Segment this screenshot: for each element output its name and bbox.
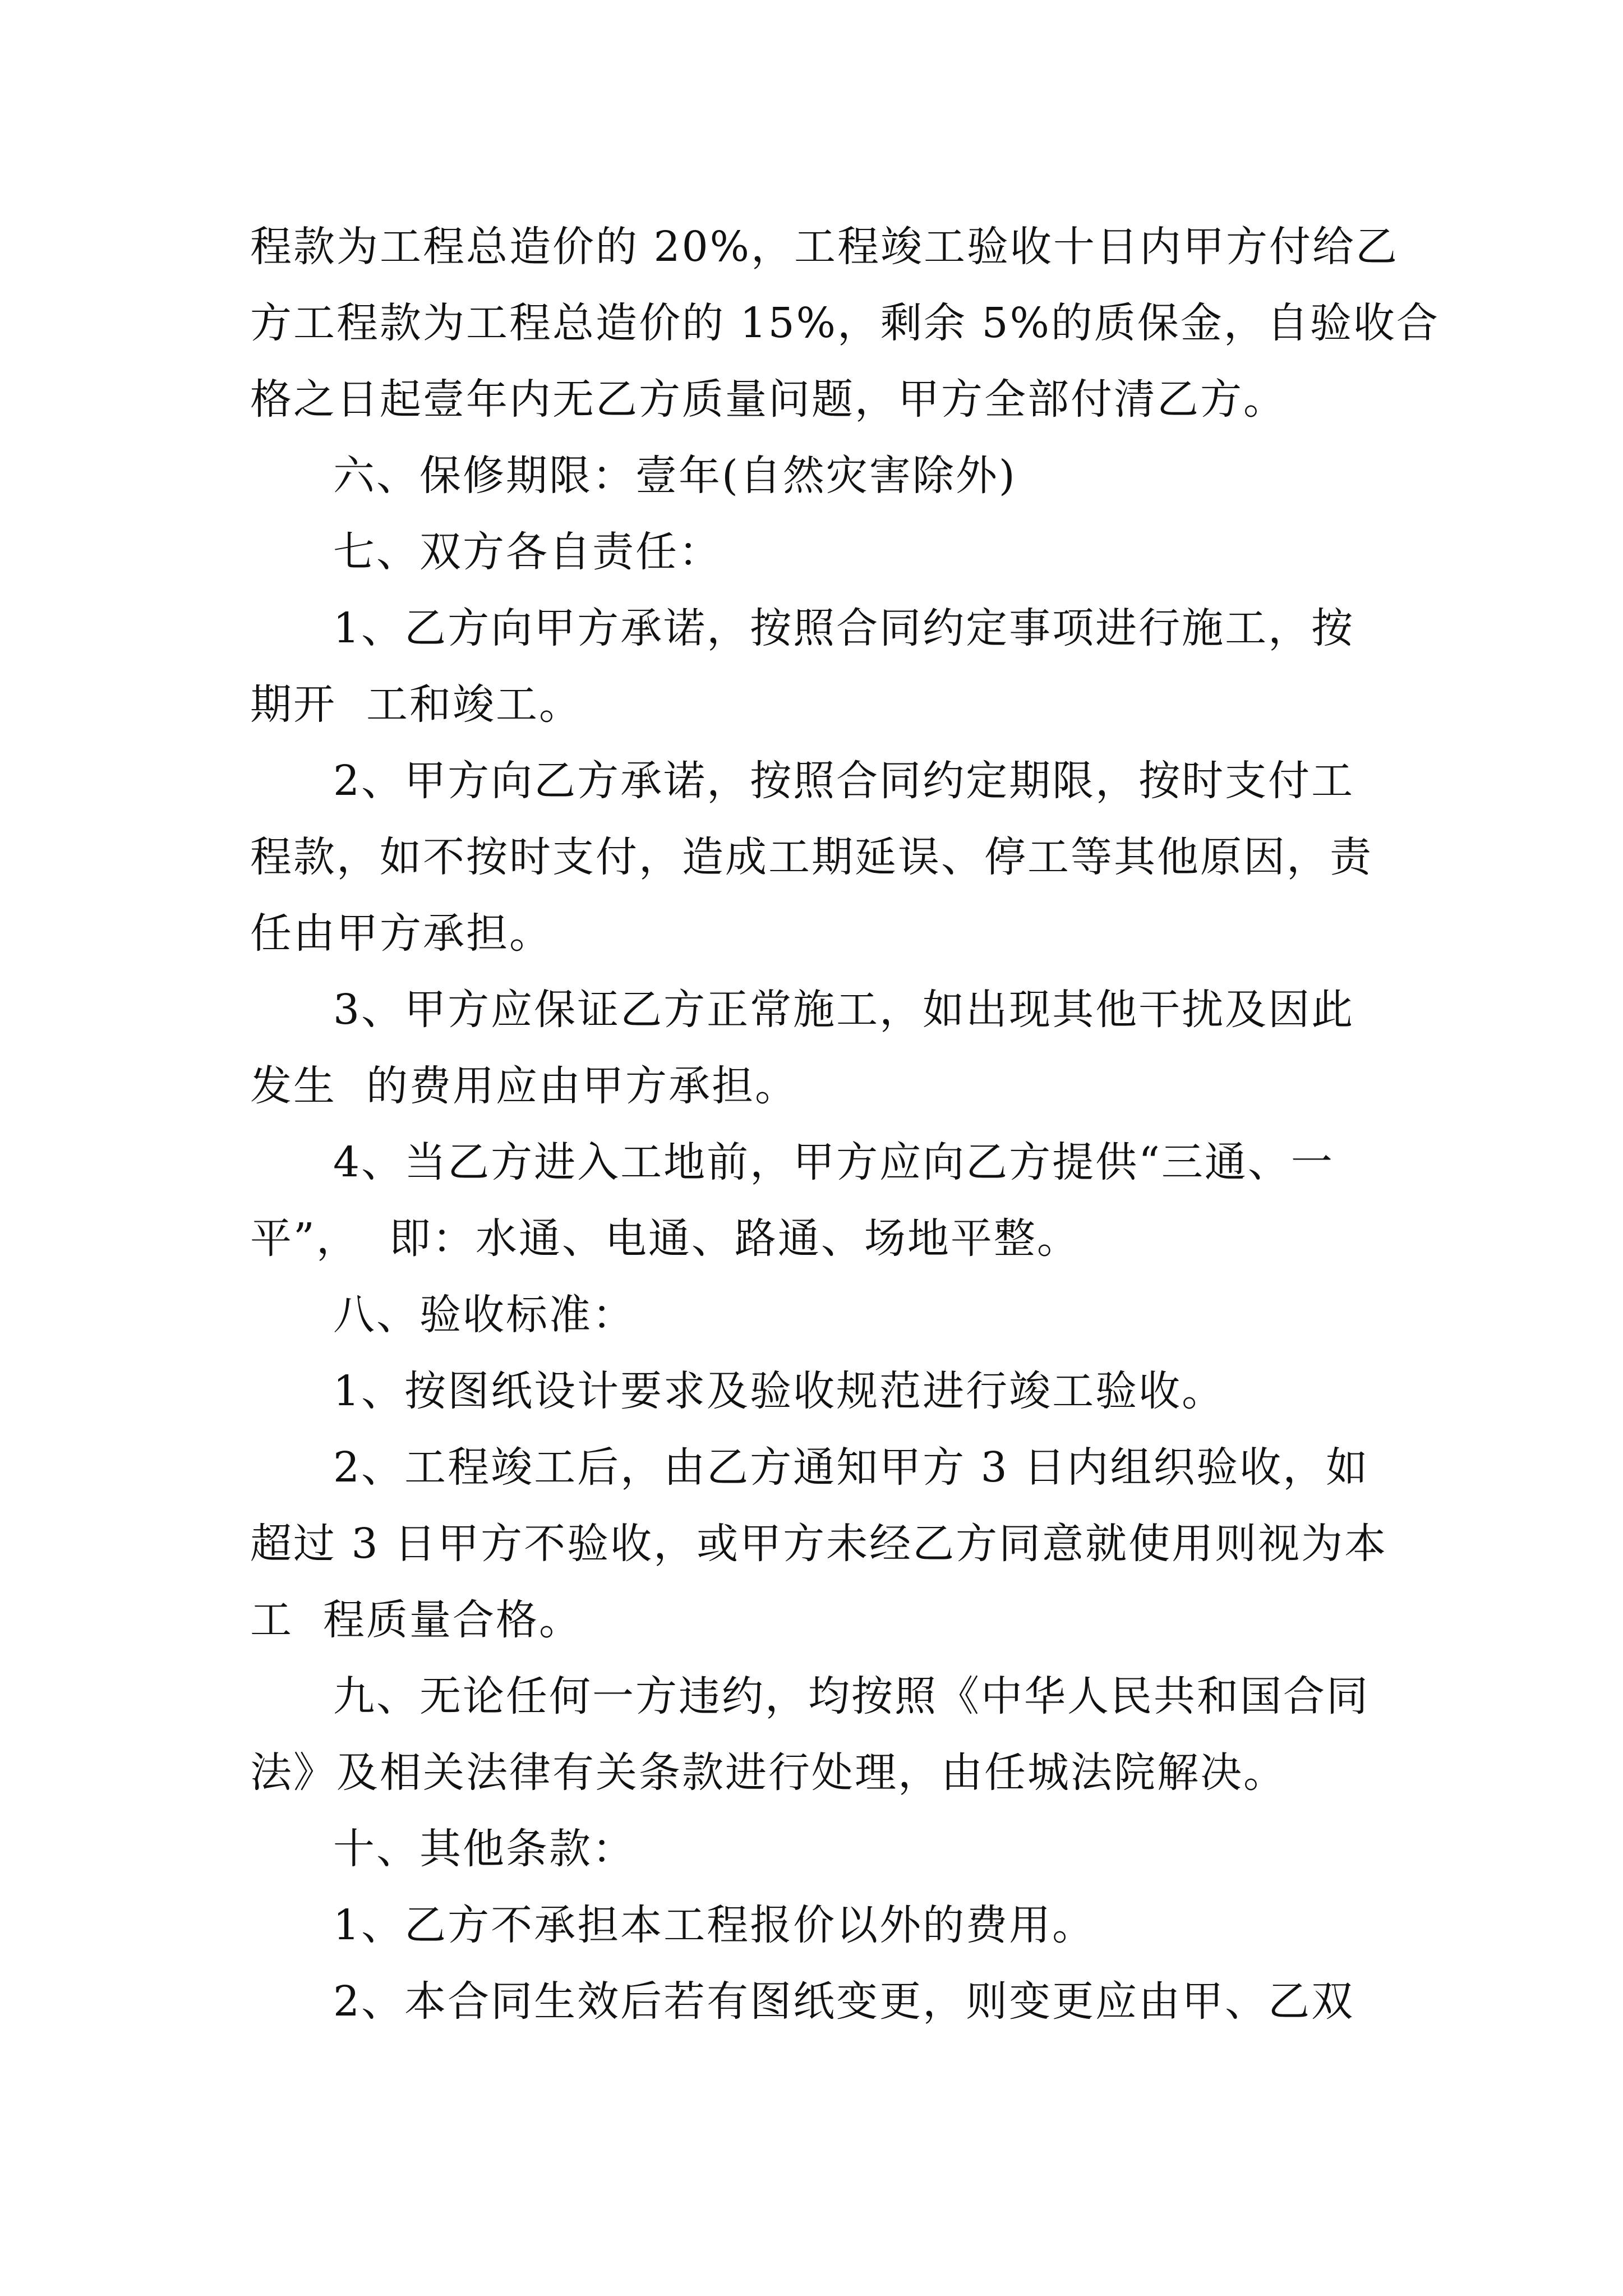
text-line: 3、甲方应保证乙方正常施工，如出现其他干扰及因此 <box>333 986 1355 1034</box>
text-line: 2、本合同生效后若有图纸变更，则变更应由甲、乙双 <box>333 1977 1355 2026</box>
section-heading-7: 七、双方各自责任： <box>333 528 722 576</box>
text-line: 1、乙方向甲方承诺，按照合同约定事项进行施工，按 <box>333 604 1355 652</box>
text-line: 2、甲方向乙方承诺，按照合同约定期限，按时支付工 <box>333 757 1355 805</box>
text-line: 方工程款为工程总造价的 15%，剩余 5%的质保金，自验收合 <box>250 299 1440 347</box>
section-heading-9: 九、无论任何一方违约，均按照《中华人民共和国合同 <box>333 1672 1370 1720</box>
section-heading-8: 八、验收标准： <box>333 1291 635 1339</box>
text-line: 任由甲方承担。 <box>250 909 552 958</box>
text-line: 4、当乙方进入工地前，甲方应向乙方提供“三通、一 <box>333 1138 1334 1186</box>
text-line: 1、按图纸设计要求及验收规范进行竣工验收。 <box>333 1367 1225 1415</box>
section-heading-10: 十、其他条款： <box>333 1825 635 1873</box>
text-line: 法》及相关法律有关条款进行处理，由任城法院解决。 <box>250 1749 1287 1797</box>
text-line: 程款，如不按时支付，造成工期延误、停工等其他原因，责 <box>250 833 1373 881</box>
document-body <box>250 209 1440 2040</box>
text-line: 程款为工程总造价的 20%，工程竣工验收十日内甲方付给乙 <box>250 223 1399 271</box>
section-heading-6: 六、保修期限：壹年(自然灾害除外) <box>333 452 1017 500</box>
text-line: 1、乙方不承担本工程报价以外的费用。 <box>333 1901 1096 1949</box>
text-line: 平”， 即：水通、电通、路通、场地平整。 <box>250 1214 1080 1263</box>
text-line: 期开 工和竣工。 <box>250 680 583 729</box>
text-line: 超过 3 日甲方不验收，或甲方未经乙方同意就使用则视为本 <box>250 1520 1388 1568</box>
text-line: 发生 的费用应由甲方承担。 <box>250 1062 799 1110</box>
text-line: 2、工程竣工后，由乙方通知甲方 3 日内组织验收，如 <box>333 1443 1370 1492</box>
text-line: 格之日起壹年内无乙方质量问题，甲方全部付清乙方。 <box>250 375 1287 424</box>
text-line: 工 程质量合格。 <box>250 1596 583 1644</box>
